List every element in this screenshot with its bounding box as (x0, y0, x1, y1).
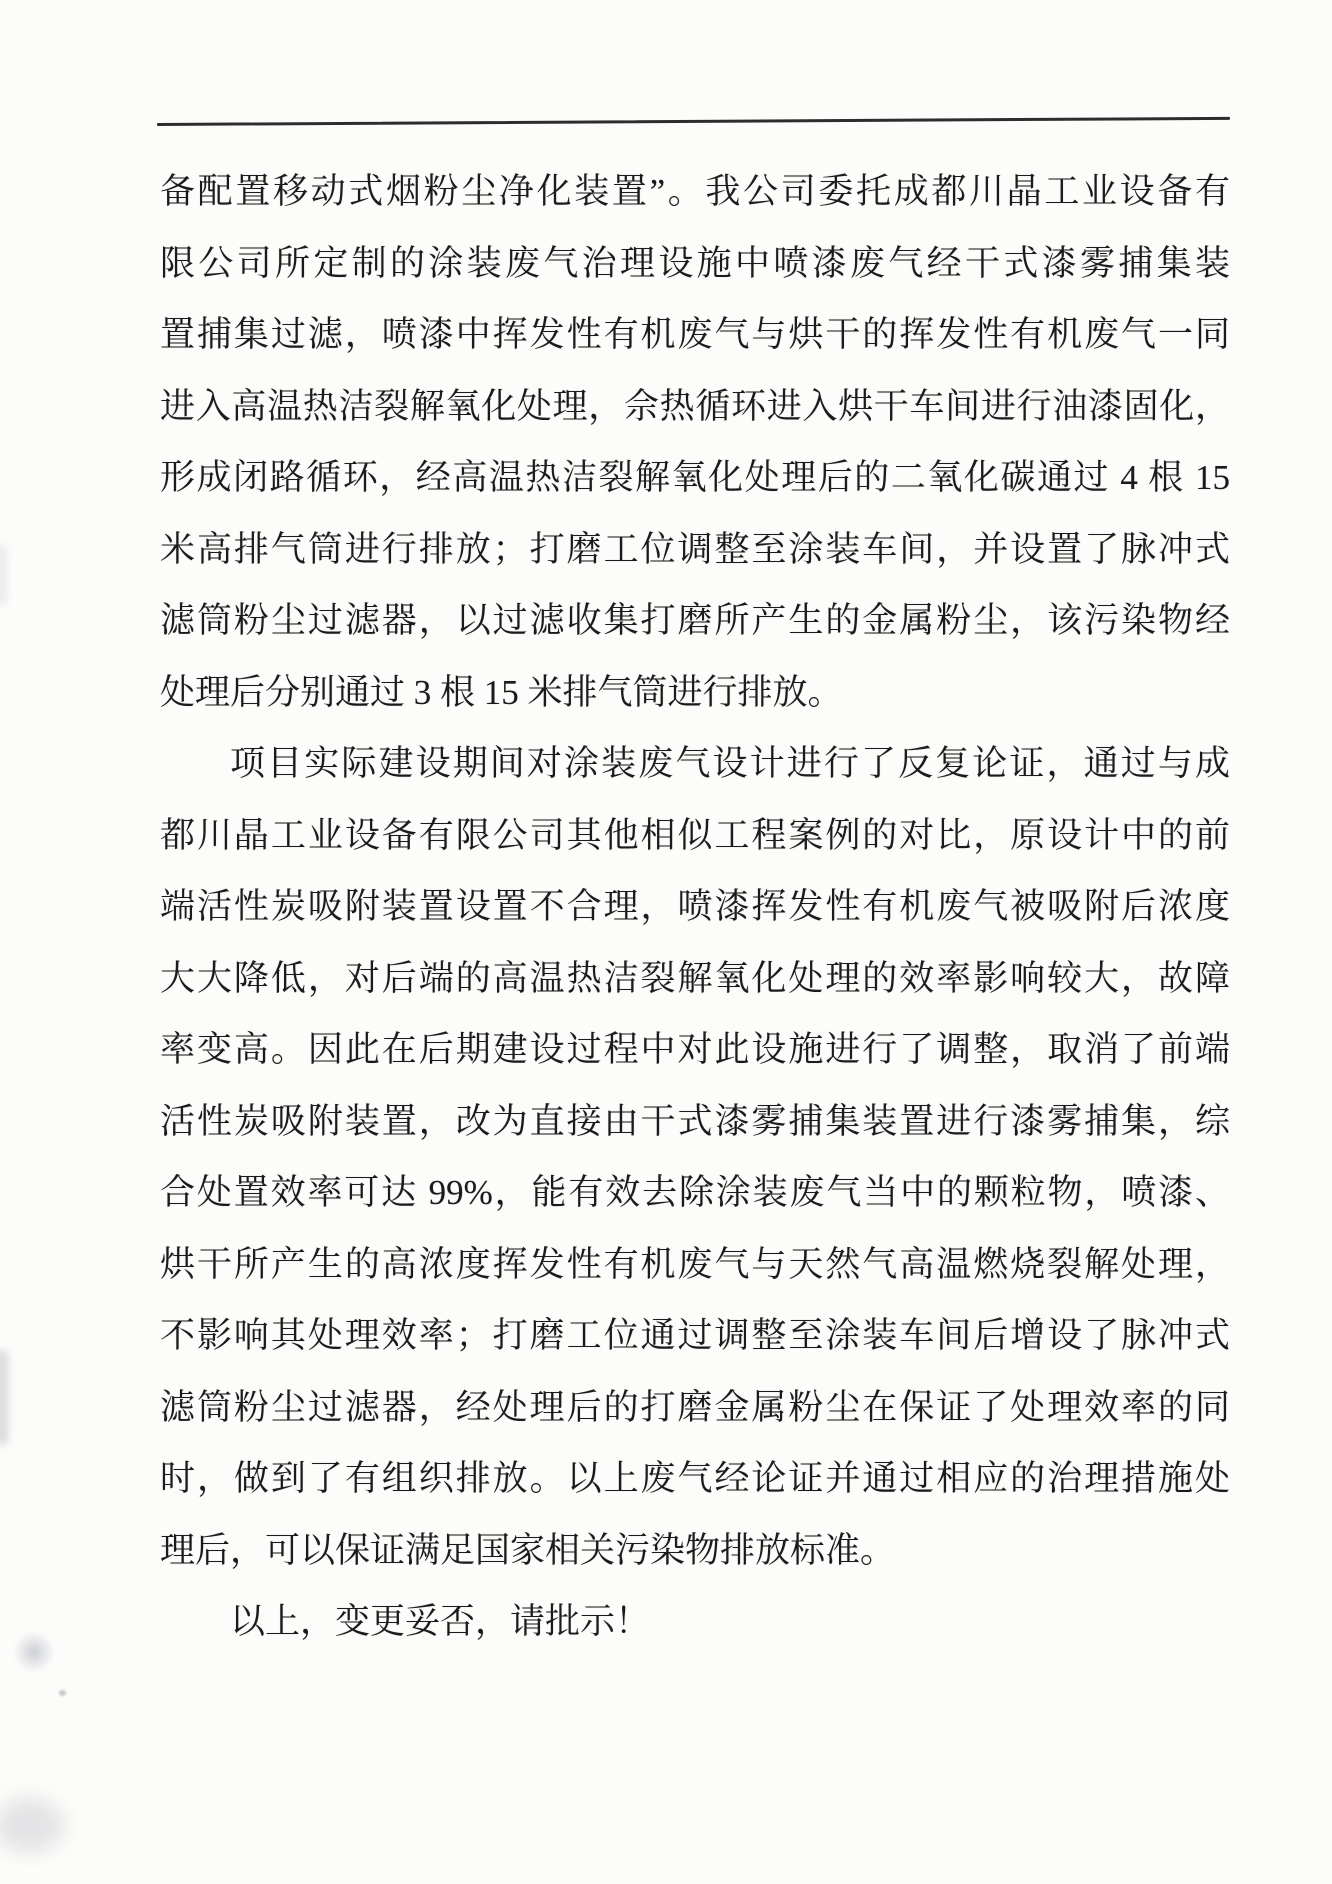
document-text (160, 156, 1230, 1658)
scan-smudge (0, 545, 6, 605)
text-line: 烘干所产生的高浓度挥发性有机废气与天然气高温燃烧裂解处理， (160, 1244, 1230, 1284)
text-line: 都川晶工业设备有限公司其他相似工程案例的对比，原设计中的前 (160, 815, 1230, 855)
text-line: 置捕集过滤，喷漆中挥发性有机废气与烘干的挥发性有机废气一同 (160, 315, 1230, 354)
text-line: 率变高。因此在后期建设过程中对此设施进行了调整，取消了前端 (160, 1030, 1230, 1069)
text-line: 项目实际建设期间对涂装废气设计进行了反复论证，通过与成 (230, 744, 1230, 783)
text-line: 不影响其处理效率；打磨工位通过调整至涂装车间后增设了脉冲式 (160, 1316, 1230, 1355)
text-line: 形成闭路循环，经高温热洁裂解氧化处理后的二氧化碳通过 4 根 15 (160, 458, 1230, 497)
text-line: 活性炭吸附装置，改为直接由干式漆雾捕集装置进行漆雾捕集，综 (160, 1101, 1230, 1141)
text-line: 滤筒粉尘过滤器，以过滤收集打磨所产生的金属粉尘，该污染物经 (160, 601, 1230, 640)
text-line: 合处置效率可达 99%，能有效去除涂装废气当中的颗粒物，喷漆、 (160, 1173, 1230, 1212)
text-line: 时，做到了有组织排放。以上废气经论证并通过相应的治理措施处 (160, 1459, 1230, 1498)
text-line: 大大降低，对后端的高温热洁裂解氧化处理的效率影响较大，故障 (160, 958, 1230, 998)
scan-smudge (59, 1690, 66, 1696)
text-line: 备配置移动式烟粉尘净化装置”。我公司委托成都川晶工业设备有 (160, 172, 1230, 211)
scan-smudge (0, 1350, 8, 1445)
text-line: 滤筒粉尘过滤器，经处理后的打磨金属粉尘在保证了处理效率的同 (160, 1387, 1230, 1427)
header-rule (157, 117, 1230, 126)
scan-smudge (14, 1630, 54, 1674)
text-line: 进入高温热洁裂解氧化处理，佘热循环进入烘干车间进行油漆固化， (160, 386, 1230, 426)
text-line: 端活性炭吸附装置设置不合理，喷漆挥发性有机废气被吸附后浓度 (160, 887, 1230, 926)
scan-smudge (0, 1798, 64, 1853)
text-line: 理后，可以保证满足国家相关污染物排放标准。 (160, 1530, 896, 1570)
text-line: 处理后分别通过 3 根 15 米排气筒进行排放。 (160, 672, 843, 712)
text-line: 以上，变更妥否，请批示！ (230, 1602, 651, 1641)
text-line: 限公司所定制的涂装废气治理设施中喷漆废气经干式漆雾捕集装 (160, 243, 1230, 283)
text-line: 米高排气筒进行排放；打磨工位调整至涂装车间，并设置了脉冲式 (160, 529, 1230, 569)
